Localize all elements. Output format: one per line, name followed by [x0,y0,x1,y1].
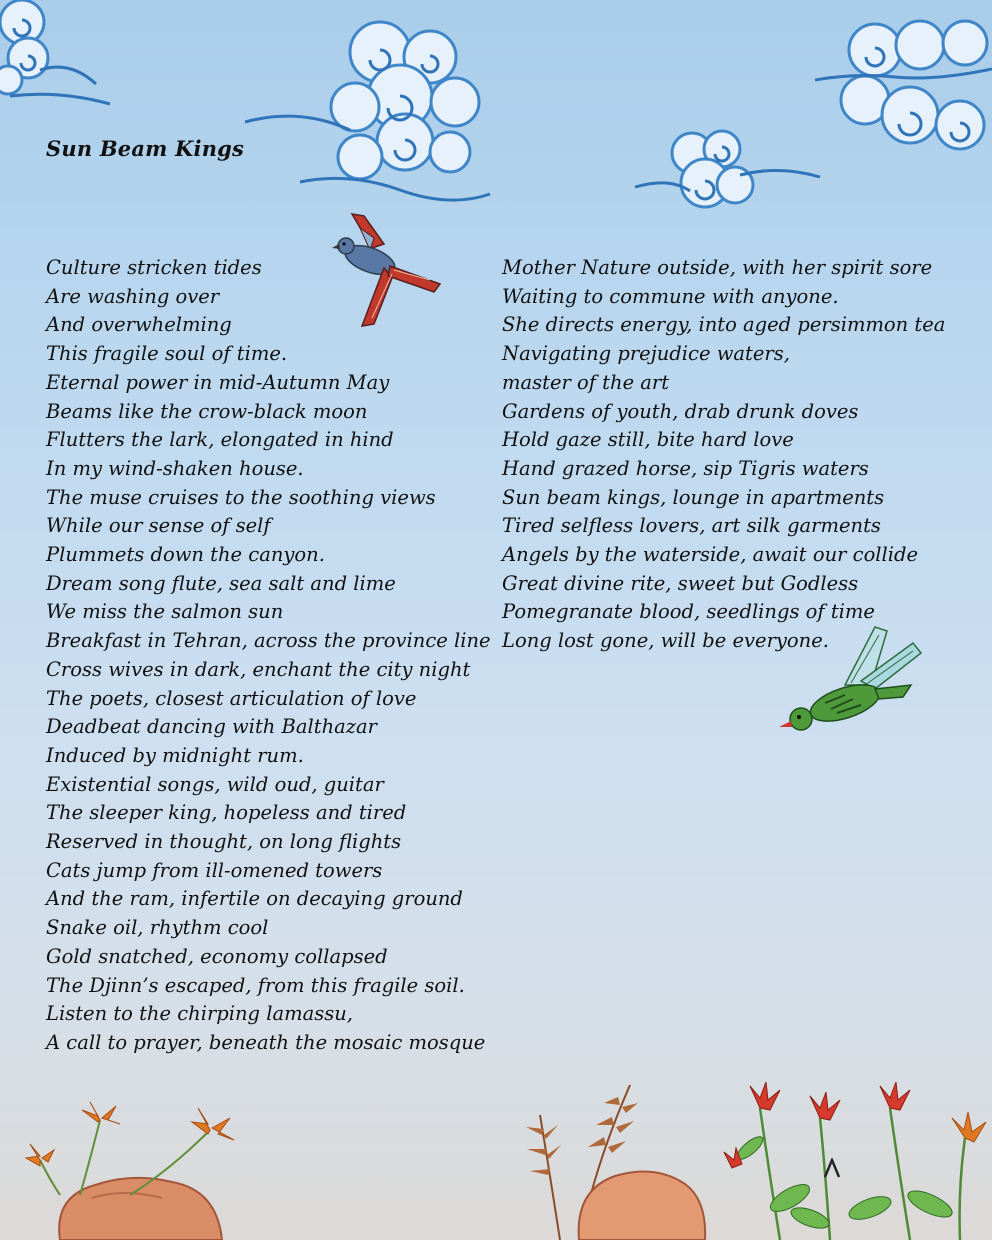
poem-line: Pomegranate blood, seedlings of time [502,600,875,624]
poem-line: Waiting to commune with anyone. [502,284,839,308]
poem-line: Dream song flute, sea salt and lime [46,571,396,595]
poem-line: Flutters the lark, elongated in hind [46,428,394,452]
poem-line: Induced by midnight rum. [46,743,304,767]
poem-line: Mother Nature outside, with her spirit sore [502,256,933,279]
poem-line: Listen to the chirping lamassu, [46,1002,353,1026]
poem-line: master of the art [502,370,670,394]
poem-line: And overwhelming [46,313,232,337]
poem-line: Gardens of youth, drab drunk doves [502,399,859,423]
poem-line: Breakfast in Tehran, across the province line [46,629,491,653]
cloud-icon [0,0,140,120]
poem-line: Gold snatched, economy collapsed [46,944,388,968]
poem-line: Deadbeat dancing with Balthazar [46,715,377,739]
poem-line: Reserved in thought, on long flights [46,830,402,854]
poem-line: She directs energy, into aged persimmon tea [502,313,946,337]
poem-line: Hand grazed horse, sip Tigris waters [502,456,869,480]
bird-icon [775,625,925,740]
poem-line: Great divine rite, sweet but Godless [502,571,859,595]
poem-line: The poets, closest articulation of love [46,686,417,710]
flower-icon [20,1100,250,1200]
poem-line: Culture stricken tides [46,256,262,279]
poem-line: Snake oil, rhythm cool [46,916,269,940]
poem-line: Sun beam kings, lounge in apartments [502,485,885,509]
poem-line: This fragile soul of time. [46,342,288,366]
poem-left-column [46,254,491,1058]
poem-line: Are washing over [46,284,220,308]
poem-line: Long lost gone, will be everyone. [502,629,829,653]
poem-line: Navigating prejudice waters, [502,342,790,366]
poem-line: We miss the salmon sun [46,600,284,624]
poem-line: Existential songs, wild oud, guitar [46,772,384,796]
poem-line: Cross wives in dark, enchant the city night [46,657,471,681]
rock-icon [575,1160,710,1240]
cloud-icon [240,12,540,212]
bird-icon [332,208,442,328]
poem-line: While our sense of self [46,514,271,538]
poem-line: Tired selfless lovers, art silk garments [502,514,881,538]
poem-line: A call to prayer, beneath the mosaic mosque [46,1030,486,1054]
poem-line: Plummets down the canyon. [46,543,325,567]
poem-line: Beams like the crow-black moon [46,399,368,423]
caret-logo-icon [823,1158,841,1178]
poem-line: Angels by the waterside, await our collide [502,543,919,567]
poem-line: Cats jump from ill-omened towers [46,858,383,882]
poem-line: In my wind-shaken house. [46,456,304,480]
cloud-icon [815,5,992,165]
poem-line: Hold gaze still, bite hard love [502,428,794,452]
poem-right-column [502,254,945,656]
poem-line: The sleeper king, hopeless and tired [46,801,407,825]
poem-line: The muse cruises to the soothing views [46,485,436,509]
poem-line: Eternal power in mid-Autumn May [46,370,390,394]
flower-icon [720,1078,992,1240]
poem-title: Sun Beam Kings [46,136,245,161]
cloud-icon [630,125,830,220]
poem-line: And the ram, infertile on decaying ground [46,887,463,911]
poem-line: The Djinn’s escaped, from this fragile soil. [46,973,465,997]
